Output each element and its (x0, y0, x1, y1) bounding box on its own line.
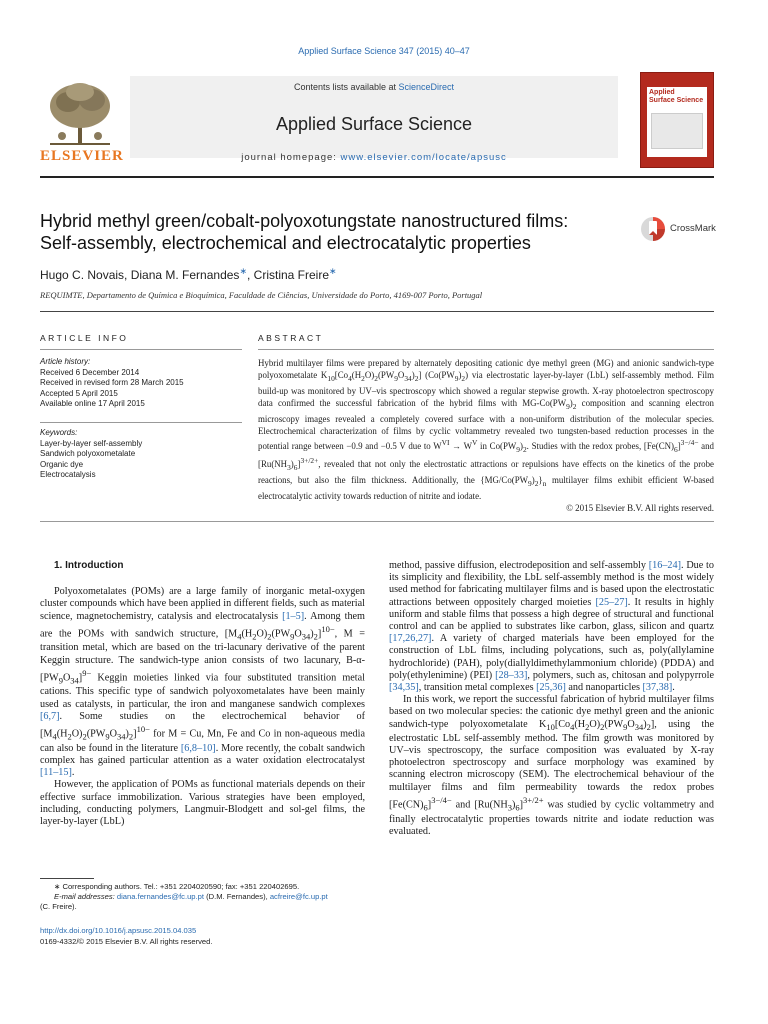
crossmark-badge[interactable] (640, 214, 720, 244)
contents-prefix: Contents lists available at (293, 82, 399, 92)
citation-link[interactable]: [25,36] (536, 682, 566, 694)
article-title (40, 210, 630, 254)
footnote-rule (40, 878, 94, 879)
keyword: Electrocatalysis (40, 470, 96, 479)
abstract-end-rule (40, 521, 714, 522)
title-line-1: Hybrid methyl green/cobalt-polyoxotungstate nanostructured films: (40, 211, 569, 231)
journal-homepage (130, 152, 618, 163)
affiliation: REQUIMTE, Departamento de Química e Bioquímica, Faculdade de Ciências, Universidade do Porto, 4169-007 Porto, Portugal (40, 290, 483, 300)
article-info-heading: ARTICLE INFO (40, 333, 129, 343)
title-line-2: Self-assembly, electrochemical and electrocatalytic properties (40, 233, 531, 253)
keywords-label: Keywords: (40, 428, 78, 437)
masthead-banner (130, 76, 618, 158)
received-date: Received 6 December 2014 (40, 367, 140, 377)
intro-paragraph-1: Polyoxometalates (POMs) are a large family of inorganic metal-oxygen cluster compounds which have been applied in different fields, such as material science, magnetochemistry, catalysis and electrocatalysis [1–5]. Among them are the POMs with sandwich structure, $[M_4(H_2O)_2(PW_9O_{34})_2]^{10-}$, M = transition metal, which are based on the tri-lacunary derivative of the parent Keggin structure. The sandwich-type anion consists of two lacunary, $B-\alpha-[PW_9O_{34}]^{9-}$ Keggin moieties linked via four substituted transition metal cations. This specific type of sandwich polyoxometalates have been mainly used as catalysts, in particular, the iron and manganese sandwich complexes [6,7]. Some studies on the electrochemical behavior of $[M_4(H_2O)_2(PW_9O_{34})_2]^{10-}$ for M = Cu, Mn, Fe and Co in non-aqueous media can also be found in the literature [6,8–10]. More recently, the cobalt sandwich complex has gained particular attention as a water oxidation electrocatalyst [11–15]. (40, 586, 365, 779)
crossmark-label: CrossMark (670, 223, 716, 234)
citation-link[interactable]: [16–24] (648, 560, 681, 571)
cover-figure (651, 113, 703, 149)
revised-date: Received in revised form 28 March 2015 (40, 378, 184, 387)
citation-link[interactable]: [25–27] (595, 596, 628, 608)
keyword: Organic dye (40, 459, 84, 469)
online-date: Available online 17 April 2015 (40, 399, 145, 408)
keywords-rule (40, 422, 242, 423)
issn-line: 0169-4332/© 2015 Elsevier B.V. All rights reserved. (40, 936, 213, 946)
journal-masthead (40, 70, 714, 168)
journal-reference[interactable]: Applied Surface Science 347 (2015) 40–47 (298, 46, 470, 56)
author-fernandes: Diana M. Fernandes (130, 268, 240, 282)
author-list (40, 266, 337, 282)
email-link-freire[interactable]: acfreire@fc.up.pt (269, 892, 328, 901)
cover-title (649, 89, 703, 105)
citation-link[interactable]: [34,35] (389, 682, 419, 694)
sciencedirect-link[interactable]: ScienceDirect (398, 82, 455, 92)
abstract-heading: ABSTRACT (258, 333, 324, 343)
elsevier-wordmark: ELSEVIER (40, 148, 124, 164)
header-rule (40, 176, 714, 178)
keyword: Layer-by-layer self-assembly (40, 438, 143, 448)
copyright-notice: © 2015 Elsevier B.V. All rights reserved. (566, 503, 714, 513)
citation-link[interactable]: [6,8–10] (180, 742, 216, 754)
abstract-rule (258, 349, 714, 350)
body-column-left (40, 560, 365, 828)
intro-paragraph-3: In this work, we report the successful fabrication of hybrid multilayer films based on two molecular species: the cationic dye methyl green and the anionic sandwich-type polyoxometalate $K_{10}[Co_4(H_2O)_2(PW_9O_{34})_2]$, using the electrostatic LbL self-assembly method. The film growth was monitored by UV–vis spectroscopy, the surface composition was evaluated by X-ray photoelectron spectroscopy and surface morphology was examined by scanning electron microscopy (SEM). The electrochemical behaviour of the multilayer films and film permeability towards the redox probes $[Fe(CN)_6]^{3-/4-}$ and $[Ru(NH_3)_6]^{3+/2+}$ was studied by cyclic voltammetry and finally electrocatalytic properties towards nitrite and iodate reduction was evaluated. (389, 694, 714, 837)
corresponding-mark[interactable]: ∗ (329, 266, 337, 276)
abstract-body: Hybrid multilayer films were prepared by alternately depositing cationic dye methyl green (MG) and anionic sandwich-type polyoxometalate $K_{10}[Co_4(H_2O)_2(PW_9O_{34})_2]$ $(Co(PW_9)_2)$ via electrostatic layer-by-layer (LbL) self-assembly method. Film build-up was monitored by UV–vis spectroscopy which showed a regular stepwise growth. X-ray photoelectron spectroscopy data confirmed the successful fabrication of the hybrid films with $MG-Co(PW_9)_2$ composition and scanning electron microscopy images revealed a completely covered surface with a non-uniform distribution of the molecular species. Electrochemical characterization of films by cyclic voltammetry revealed two tungsten-based reduction processes in the potential range between −0.9 and −0.5 V due to $W^{VI} \to W^V$ in $Co(PW_9)_2$. Studies with the redox probes, $[Fe(CN)_6]^{3-/4-}$ and $[Ru(NH_3)_6]^{3+/2+}$, revealed that not only the electrostatic attractions or repulsions have effects on the kinetics of the probe reactions, but also the film thickness. Additionally, the $\{MG/Co(PW_9)_2\}_n$ multilayer films exhibit efficient W-based electrocatalytic activity towards reduction of nitrite and iodate. (258, 358, 714, 501)
accepted-date: Accepted 5 April 2015 (40, 388, 118, 398)
author-novais: Hugo C. Novais, (40, 268, 131, 282)
email-label: E-mail addresses: (54, 892, 117, 901)
cover-title-1: Applied (649, 89, 675, 96)
body-column-right (389, 560, 714, 838)
citation-link[interactable]: [37,38] (642, 682, 673, 694)
email-footnote (40, 892, 370, 902)
journal-title: Applied Surface Science (275, 114, 473, 134)
email-link-fernandes[interactable]: diana.fernandes@fc.up.pt (116, 892, 204, 901)
keyword: Sandwich polyoxometalate (40, 449, 136, 458)
journal-cover-thumbnail (640, 72, 714, 168)
keywords-block (40, 428, 242, 481)
citation-link[interactable]: [1–5] (282, 610, 305, 622)
email-owner: (D.M. Fernandes), (203, 892, 270, 901)
intro-paragraph-2: However, the application of POMs as functional materials depends on their effective surface immobilization. Various strategies have been employed, including, conducting polymers, Langmuir-Blodgett and sol-gel films, the layer-by-layer (LbL) (40, 779, 365, 827)
footnotes (40, 882, 370, 912)
crossmark-icon (640, 214, 666, 244)
citation-link[interactable]: [11–15] (40, 767, 72, 779)
author-freire: , Cristina Freire (246, 268, 329, 282)
homepage-link[interactable]: www.elsevier.com/locate/apsusc (340, 152, 507, 163)
citation-link[interactable]: [28–33] (495, 669, 528, 681)
article-history (40, 357, 242, 410)
section-rule (40, 311, 714, 312)
intro-paragraph-2-cont: method, passive diffusion, electrodeposition and self-assembly [16–24]. Due to its simplicity and flexibility, the LbL self-assembly method is the most widely used method for fabricating multilayer films and is based upon the electrostatic attractions between oppositely charged moieties [25–27]. It results in highly uniform and stable films that possess a high degree of structural and functional control and can be applied to substrates like carbon, glass, silicon and quartz [17,26,27]. A variety of charged materials have been employed for the construction of LbL films, including polycations, such as, poly(allylamine hydrochloride) (PAH), poly(diallyldimethylammonium chloride) (PDDA) and poly(ethylenimine) (PEI) [28–33], polymers, such as, chitosan and polypyrrole [34,35], transition metal complexes [25,36] and nanoparticles [37,38]. (389, 560, 715, 694)
citation-link[interactable]: [17,26,27] (389, 633, 432, 645)
corresponding-footnote: ∗ Corresponding authors. Tel.: +351 2204020590; fax: +351 220402695. (54, 882, 300, 891)
page-footer (40, 926, 380, 947)
doi-link[interactable]: http://dx.doi.org/10.1016/j.apsusc.2015.04.035 (40, 926, 197, 935)
email-owner-freire: (C. Freire). (40, 902, 77, 911)
section-heading-introduction: 1. Introduction (54, 560, 124, 571)
cover-title-2: Surface Science (649, 97, 704, 104)
corresponding-mark[interactable]: ∗ (239, 266, 247, 276)
homepage-prefix: journal homepage: (241, 152, 341, 163)
citation-link[interactable]: [6,7] (40, 710, 60, 722)
article-info-rule (40, 349, 242, 350)
contents-line (130, 82, 618, 92)
history-label: Article history: (40, 357, 91, 366)
